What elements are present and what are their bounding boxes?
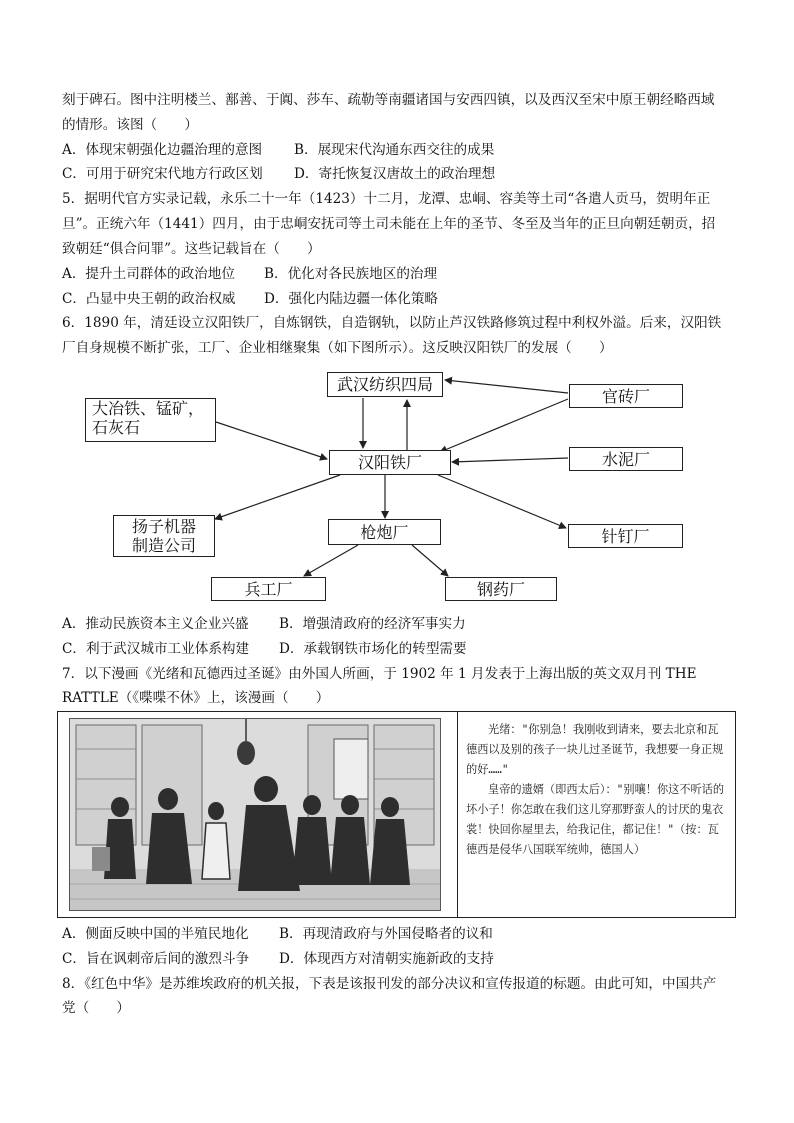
q4-stem-line2: 的情形。该图（ ）	[62, 117, 198, 133]
q8-stem-line2: 党（ ）	[62, 1000, 130, 1016]
box-hanyang-iron: 汉阳铁厂	[329, 450, 451, 475]
arrow-brick-to-textile	[445, 380, 568, 393]
q5-option-c: C．凸显中央王朝的政治权威	[62, 291, 236, 307]
box-gun-factory: 枪炮厂	[328, 519, 441, 545]
q6-option-a: A．推动民族资本主义企业兴盛	[62, 616, 249, 632]
caption-guangxu: 光绪："你别急！我刚收到请来，要去北京和瓦德西以及别的孩子一块儿过圣诞节，我想要一身正规的好……"	[466, 723, 724, 776]
box-cement-factory: 水泥厂	[569, 447, 683, 471]
box-brick-factory: 官砖厂	[569, 384, 683, 408]
q5-stem-line1: 5．据明代官方实录记载，永乐二十一年（1423）十二月，龙潭、忠峒、容美等土司“各遣人贡马，贺明年正	[62, 191, 711, 207]
arrow-brick-to-hanyang	[440, 399, 568, 452]
cartoon-drawing	[70, 719, 441, 911]
q5-option-b: B．优化对各民族地区的治理	[264, 266, 438, 282]
q6-option-d: D．承载钢铁市场化的转型需要	[279, 641, 467, 657]
ore-line1: 大冶铁、锰矿，	[92, 399, 205, 418]
yangzi-line1: 扬子机器	[131, 517, 196, 536]
arrow-hanyang-to-yangzi	[215, 475, 340, 519]
box-ore-supply	[85, 398, 216, 442]
q6-stem-line1: 6．1890 年，清廷设立汉阳铁厂，自炼钢铁，自造钢轨，以防止芦汉铁路修筑过程中利权外溢。后来，汉阳铁	[62, 315, 722, 331]
cartoon-divider	[457, 712, 458, 917]
box-arsenal: 兵工厂	[211, 577, 326, 601]
arrow-cement-to-hanyang	[452, 458, 568, 462]
q6-stem-line2: 厂自身规模不断扩张，工厂、企业相继聚集（如下图所示）。这反映汉阳铁厂的发展（ ）	[62, 340, 613, 356]
q8-stem-line1: 8．《红色中华》是苏维埃政府的机关报，下表是该报刊发的部分决议和宣传报道的标题。由此可知，中国共产	[62, 976, 717, 992]
arrow-gun-to-gunpowder	[412, 545, 448, 576]
q4-option-d: D．寄托恢复汉唐故土的政治理想	[294, 166, 496, 182]
arrow-gun-to-arsenal	[304, 545, 358, 576]
q4-option-b: B．展现宋代沟通东西交往的成果	[294, 142, 495, 158]
q4-option-c: C．可用于研究宋代地方行政区划	[62, 166, 263, 182]
q5-stem-line3: 致朝廷“俱合问罪”。这些记载旨在（ ）	[62, 241, 321, 257]
caption-empress: 皇帝的遗婿（即西太后）："别嚷！你这不听话的坏小子！你怎敢在我们这儿穿那野蛮人的讨厌的鬼衣裳！快回你屋里去，给我记住，都记住！"（按：瓦德西是侵华八国联军统帅，德国人）	[466, 783, 725, 856]
q7-option-b: B．再现清政府与外国侵略者的议和	[279, 926, 493, 942]
q6-option-b: B．增强清政府的经济军事实力	[279, 616, 466, 632]
q6-option-c: C．利于武汉城市工业体系构建	[62, 641, 250, 657]
yangzi-line2: 制造公司	[131, 536, 196, 555]
q5-option-a: A．提升土司群体的政治地位	[62, 266, 235, 282]
arrow-ore-to-hanyang	[216, 422, 327, 459]
box-yangzi-machinery	[113, 515, 215, 557]
q7-option-c: C．旨在讽刺帝后间的激烈斗争	[62, 951, 250, 967]
ore-line2: 石灰石	[92, 418, 141, 437]
box-wuhan-textile: 武汉纺织四局	[327, 372, 443, 397]
cartoon-table	[57, 711, 736, 918]
q5-option-d: D．强化内陆边疆一体化策略	[264, 291, 439, 307]
arrow-hanyang-to-nail	[438, 475, 566, 528]
q4-option-a: A．体现宋朝强化边疆治理的意图	[62, 142, 263, 158]
cartoon-illustration	[69, 718, 441, 911]
box-gunpowder: 钢药厂	[445, 577, 557, 601]
q4-stem-line1: 刻于碑石。图中注明楼兰、鄯善、于阗、莎车、疏勒等南疆诸国与安西四镇，以及西汉至宋中原王朝经略西域	[62, 92, 715, 108]
box-nail-factory: 针钉厂	[568, 524, 683, 548]
q5-stem-line2: 旦”。正统六年（1441）四月，由于忠峒安抚司等土司未能在上年的圣节、冬至及当年的正旦向朝廷朝贡，招	[62, 216, 716, 232]
cartoon-caption	[466, 720, 728, 860]
q7-stem-line2: RATTLE（《喋喋不休》上，该漫画（ ）	[62, 690, 330, 706]
q7-stem-line1: 7．以下漫画《光绪和瓦德西过圣诞》由外国人所画，于 1902 年 1 月发表于上海出版的英文双月刊 THE	[62, 666, 697, 682]
q7-option-a: A．侧面反映中国的半殖民地化	[62, 926, 249, 942]
q7-option-d: D．体现西方对清朝实施新政的支持	[279, 951, 494, 967]
